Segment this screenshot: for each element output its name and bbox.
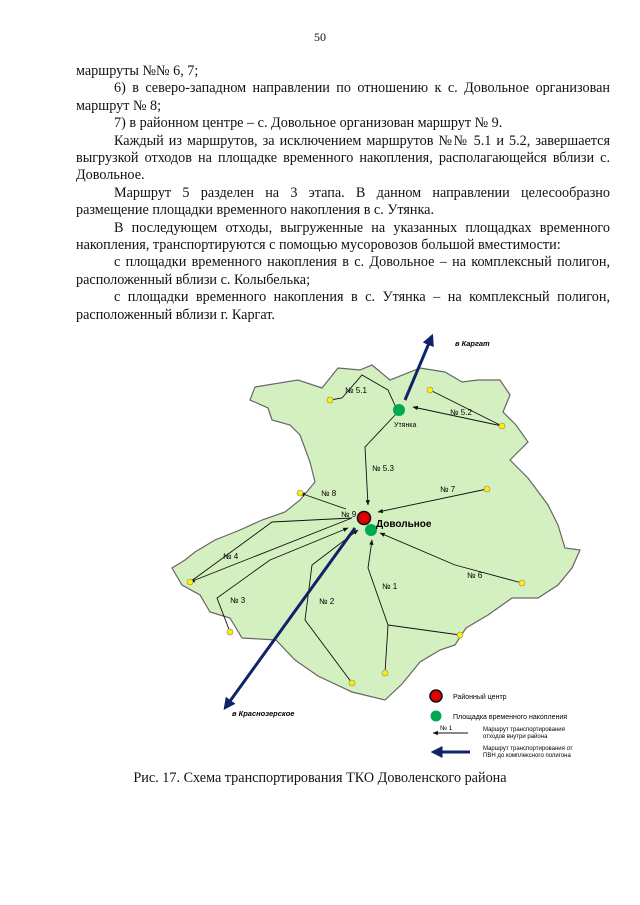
village-dot <box>297 490 303 496</box>
village-dot <box>457 632 463 638</box>
direction-label-krasnozerskoe: в Краснозерское <box>232 709 295 718</box>
route-label-5-1: № 5.1 <box>345 386 367 395</box>
route-label-6: № 6 <box>467 571 483 580</box>
legend-district-center-marker <box>430 690 442 702</box>
paragraph: Маршрут 5 разделен на 3 этапа. В данном направлении целесообразно размещение площадки временного накопления в с. Утянка. <box>76 184 610 219</box>
map-legend <box>430 690 573 759</box>
legend-route-outside-label-2: ПВН до комплексного полигона <box>483 753 571 759</box>
paragraph: 7) в районном центре – с. Довольное организован маршрут № 9. <box>114 115 503 132</box>
utyanka-storage-site <box>393 404 405 416</box>
paragraph: В последующем отходы, выгруженные на указанных площадках временного накопления, транспортируются с помощью мусоровозов большой вместимости: <box>76 219 610 254</box>
route-label-3: № 3 <box>230 596 246 605</box>
legend-storage-site-label: Площадка временного накопления <box>453 714 568 721</box>
body-text <box>76 63 610 324</box>
village-dot <box>499 423 505 429</box>
village-dot <box>382 670 388 676</box>
village-dot <box>427 387 433 393</box>
route-label-7: № 7 <box>440 485 456 494</box>
village-label-utyanka: Утянка <box>394 422 417 429</box>
route-label-1: № 1 <box>382 582 398 591</box>
paragraph: с площадки временного накопления в с. Утянка – на комплексный полигон, расположенный вблизи г. Каргат. <box>76 289 610 323</box>
legend-district-center-label: Районный центр <box>453 694 507 701</box>
legend-route-sample-label: № 1 <box>440 725 453 732</box>
village-dot <box>519 580 525 586</box>
page-number: 50 <box>314 30 326 44</box>
legend-storage-site-marker <box>431 711 442 722</box>
route-label-5-3: № 5.3 <box>372 464 394 473</box>
village-dot <box>327 397 333 403</box>
district-center-marker <box>358 512 371 525</box>
route-label-4: № 4 <box>223 552 239 561</box>
village-dot <box>349 680 355 686</box>
paragraph: маршруты №№ 6, 7; <box>76 63 199 79</box>
paragraph: Каждый из маршрутов, за исключением маршрутов №№ 5.1 и 5.2, завершается выгрузкой отходов на площадке временного накопления, располагающейся вблизи с. Довольное. <box>76 132 610 184</box>
figure-caption: Рис. 17. Схема транспортирования ТКО Доволенского района <box>133 770 507 786</box>
route-label-9: № 9 <box>341 510 357 519</box>
route-label-5-2: № 5.2 <box>450 408 472 417</box>
village-dot <box>187 579 193 585</box>
legend-route-inside-label-2: отходов внутри района <box>483 734 548 740</box>
village-dot <box>227 629 233 635</box>
legend-route-inside-label-1: Маршрут транспортирования <box>483 727 565 733</box>
paragraph: 6) в северо-западном направлении по отношению к с. Довольное организован маршрут № 8; <box>76 80 610 114</box>
legend-route-outside-label-1: Маршрут транспортирования от <box>483 746 573 752</box>
village-label-dovolnoe: Довольное <box>376 519 432 530</box>
direction-label-kargat: в Каргат <box>455 339 490 348</box>
route-label-2: № 2 <box>319 597 335 606</box>
route-label-8: № 8 <box>321 489 337 498</box>
paragraph: с площадки временного накопления в с. Довольное – на комплексный полигон, расположенный вблизи с. Колыбелька; <box>76 254 610 288</box>
route-map <box>150 318 610 763</box>
village-dot <box>484 486 490 492</box>
